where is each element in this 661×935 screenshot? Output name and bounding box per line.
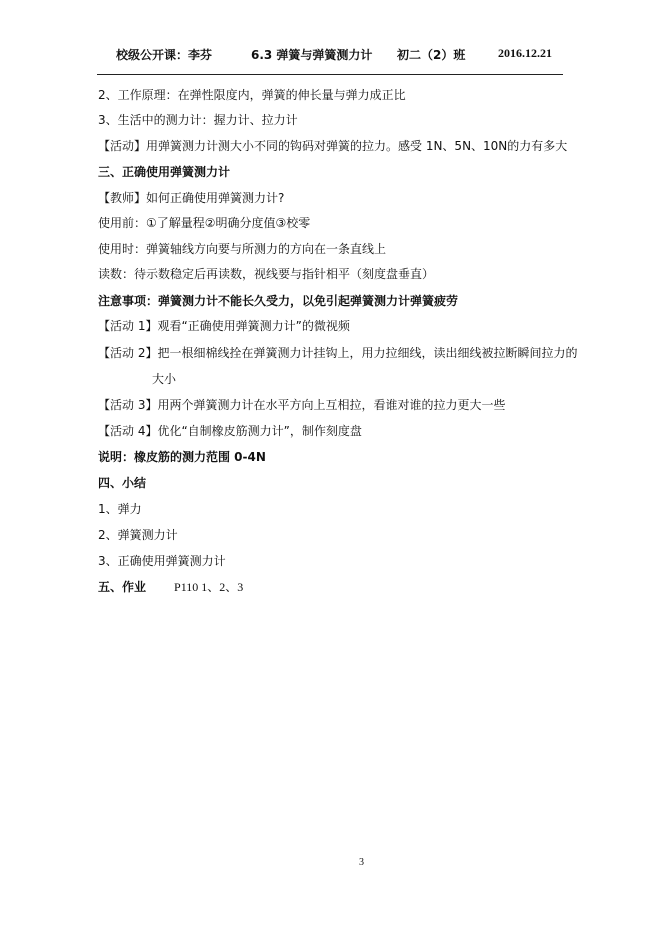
activity-feel-force-line: 【活动】用弹簧测力计测大小不同的钩码对弹簧的拉力。感受 1N、5N、10N的力有多大 (98, 139, 568, 153)
activity-4-line: 【活动 4】优化“自制橡皮筋测力计”，制作刻度盘 (98, 424, 362, 438)
activity-2-continuation: 大小 (152, 372, 177, 386)
homework-line (98, 579, 243, 595)
homework-label: 五、作业 (98, 580, 147, 594)
header-class: 初二（2）班 (397, 48, 466, 62)
header-date: 2016.12.21 (498, 46, 552, 60)
explanation-line: 说明：橡皮筋的测力范围 0-4N (98, 450, 266, 464)
activity-3-line: 【活动 3】用两个弹簧测力计在水平方向上互相拉，看谁对谁的拉力更大一些 (98, 398, 506, 412)
working-principle-line: 2、工作原理：在弹性限度内，弹簧的伸长量与弹力成正比 (98, 88, 406, 102)
summary-item-1: 1、弹力 (98, 502, 142, 516)
before-use-line: 使用前：①了解量程②明确分度值③校零 (98, 216, 311, 230)
life-dynamometers-line: 3、生活中的测力计：握力计、拉力计 (98, 113, 298, 127)
teacher-question-line: 【教师】如何正确使用弹簧测力计? (98, 191, 285, 205)
during-use-line: 使用时：弹簧轴线方向要与所测力的方向在一条直线上 (98, 242, 387, 256)
section-four-heading: 四、小结 (98, 476, 147, 490)
reading-line: 读数：待示数稳定后再读数，视线要与指针相平（刻度盘垂直） (98, 267, 435, 281)
summary-item-3: 3、正确使用弹簧测力计 (98, 554, 226, 568)
page-number: 3 (359, 857, 364, 868)
summary-item-2: 2、弹簧测力计 (98, 528, 178, 542)
activity-2-line: 【活动 2】把一根细棉线拴在弹簧测力计挂钩上，用力拉细线，读出细线被拉断瞬间拉力的 (98, 346, 578, 360)
header-course: 校级公开课：李芬 (116, 48, 213, 62)
activity-1-line: 【活动 1】观看“正确使用弹簧测力计”的微视频 (98, 319, 350, 333)
homework-text: P110 1、2、3 (174, 580, 244, 594)
section-three-heading: 三、正确使用弹簧测力计 (98, 165, 231, 179)
header-rule (97, 74, 563, 75)
notice-line: 注意事项：弹簧测力计不能长久受力，以免引起弹簧测力计弹簧疲劳 (98, 294, 459, 308)
header-topic: 6.3 弹簧与弹簧测力计 (251, 48, 373, 62)
page-header (97, 46, 563, 64)
